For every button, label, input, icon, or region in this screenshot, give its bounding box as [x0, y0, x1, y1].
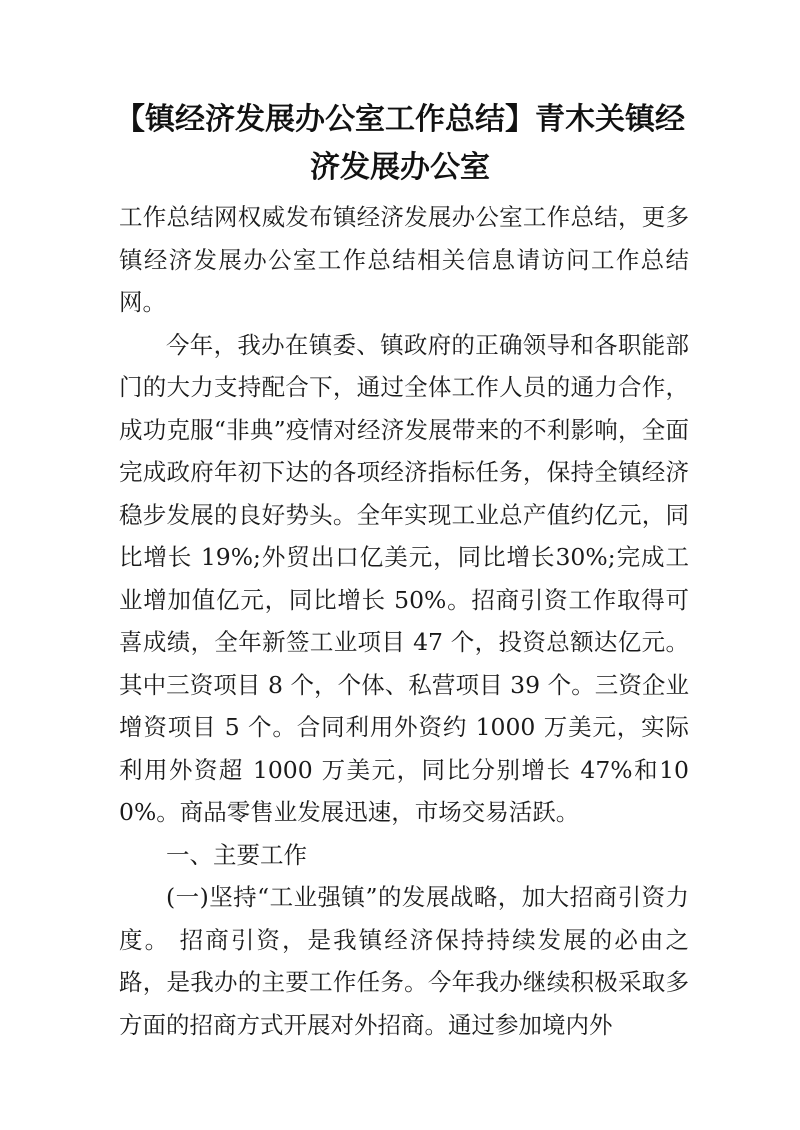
document-body: [119, 196, 689, 1046]
document-title: 【镇经济发展办公室工作总结】青木关镇经济发展办公室: [115, 102, 685, 185]
subsection-paragraph: (一)坚持“工业强镇”的发展战略，加大招商引资力度。 招商引资，是我镇经济保持持续发展的必由之路，是我办的主要工作任务。今年我办继续积极采取多方面的招商方式开展对外招商。通过参加境内外: [119, 883, 689, 1039]
summary-paragraph: 今年，我办在镇委、镇政府的正确领导和各职能部门的大力支持配合下，通过全体工作人员的通力合作，成功克服“非典”疫情对经济发展带来的不利影响，全面完成政府年初下达的各项经济指标任务，保持全镇经济稳步发展的良好势头。全年实现工业总产值约亿元，同比增长 19%;外贸出口亿美元，同比增长30%;完成工业增加值亿元，同比增长 50%。招商引资工作取得可喜成绩，全年新签工业项目 47 个，投资总额达亿元。其中三资项目 8 个，个体、私营项目 39 个。三资企业增资项目 5 个。合同利用外资约 1000 万美元，实际利用外资超 1000 万美元，同比分别增长 47%和100%。商品零售业发展迅速，市场交易活跃。: [119, 330, 689, 826]
section-heading: 一、主要工作: [166, 840, 307, 869]
intro-paragraph: 工作总结网权威发布镇经济发展办公室工作总结，更多镇经济发展办公室工作总结相关信息请访问工作总结网。: [119, 203, 689, 316]
